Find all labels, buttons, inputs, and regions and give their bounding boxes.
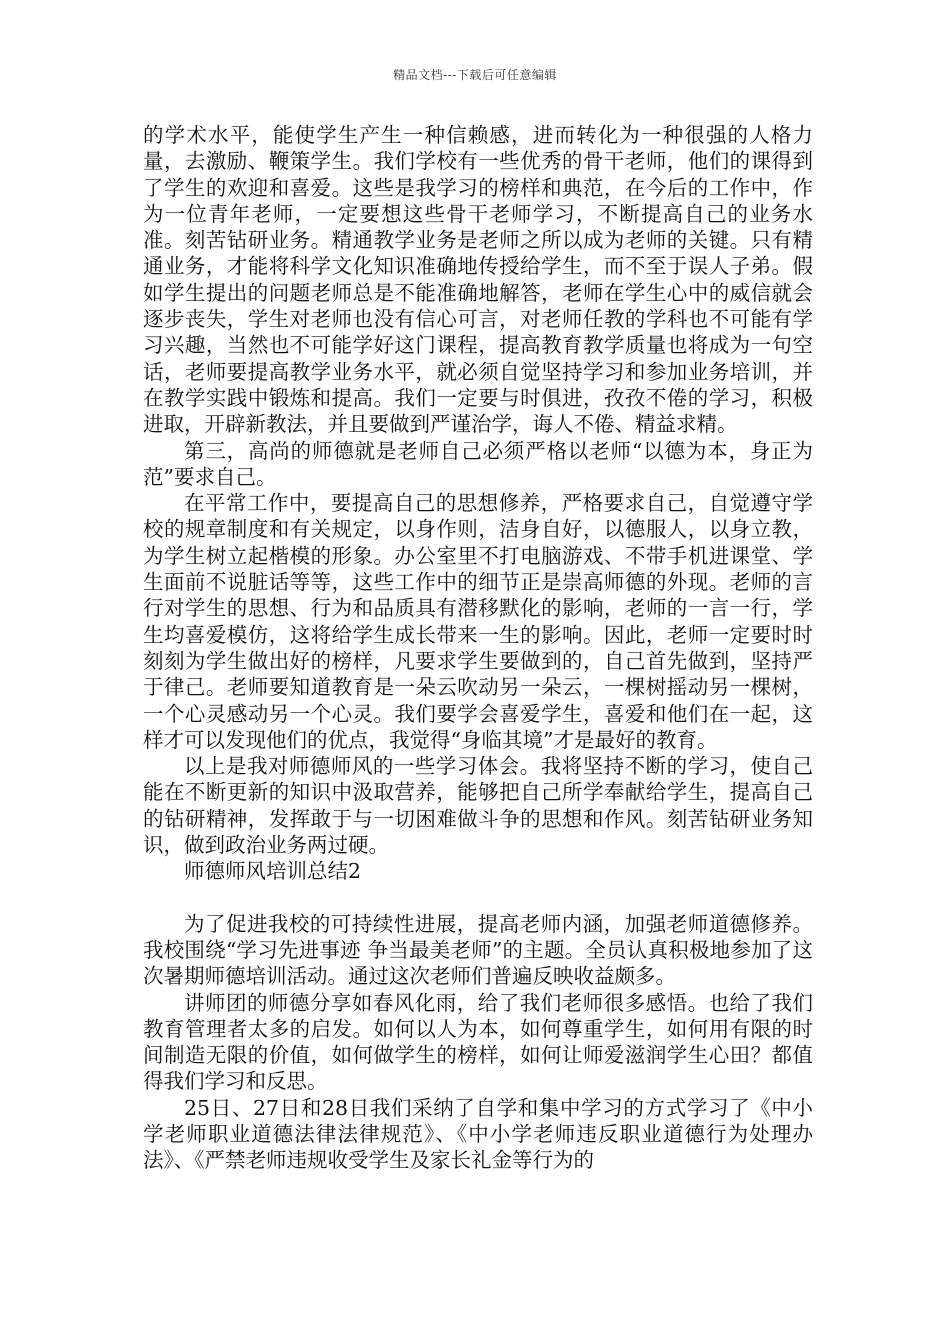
- page-header: 精品文档---下载后可任意编辑: [393, 68, 557, 82]
- section-title: 师德师风培训总结2: [184, 859, 362, 884]
- paragraph-continuation: 的学术水平，能使学生产生一种信赖感，进而转化为一种很强的人格力量，去激励、鞭策学生。我们学校有一些优秀的骨干老师，他们的课得到了学生的欢迎和喜爱。这些是我学习的榜样和典范，在今后的工作中，作为一位青年老师，一定要想这些骨干老师学习，不断提高自己的业务水准。刻苦钻研业务。精通教学业务是老师之所以成为老师的关键。只有精通业务，才能将科学文化知识准确地传授给学生，而不至于误人子弟。假如学生提出的问题老师总是不能准确地解答，老师在学生心中的威信就会逐步丧失，学生对老师也没有信心可言，对老师任教的学科也不可能有学习兴趣，当然也不可能学好这门课程，提高教育教学质量也将成为一句空话，老师要提高教学业务水平，就必须自觉坚持学习和参加业务培训，并在教学实践中锻炼和提高。我们一定要与时俱进，孜孜不倦的学习，积极进取，开辟新教法，并且要做到严谨治学，诲人不倦、精益求精。: [143, 123, 813, 437]
- document-body: [143, 122, 813, 1174]
- paragraph-intro: 为了促进我校的可持续性进展，提高老师内涵，加强老师道德修养。我校围绕“学习先进事迹 争当最美老师”的主题。全员认真积极地参加了这次暑期师德培训活动。通过这次老师们普遍反映收益颇多。: [143, 911, 813, 989]
- paragraph-lecture: 讲师团的师德分享如春风化雨，给了我们老师很多感悟。也给了我们教育管理者太多的启发。如何以人为本，如何尊重学生，如何用有限的时间制造无限的价值，如何做学生的榜样，如何让师爱滋润学生心田？都值得我们学习和反思。: [143, 990, 813, 1094]
- paragraph-conclusion: 以上是我对师德师风的一些学习体会。我将坚持不断的学习，使自己能在不断更新的知识中汲取营养，能够把自己所学奉献给学生，提高自己的钻研精神，发挥敢于与一切困难做斗争的思想和作风。刻苦钻研业务知识，做到政治业务两过硬。: [143, 754, 813, 858]
- paragraph-third-point: 第三，高尚的师德就是老师自己必须严格以老师“以德为本，身正为范”要求自己。: [143, 438, 813, 489]
- paragraph-daily-work: 在平常工作中，要提高自己的思想修养，严格要求自己，自觉遵守学校的规章制度和有关规定，以身作则，洁身自好，以德服人，以身立教，为学生树立起楷模的形象。办公室里不打电脑游戏、不带手机进课堂、学生面前不说脏话等等，这些工作中的细节正是崇高师德的外现。老师的言行对学生的思想、行为和品质具有潜移默化的影响，老师的一言一行，学生均喜爱模仿，这将给学生成长带来一生的影响。因此，老师一定要时时刻刻为学生做出好的榜样，凡要求学生要做到的，自己首先做到，坚持严于律己。老师要知道教育是一朵云吹动另一朵云，一棵树摇动另一棵树，一个心灵感动另一个心灵。我们要学会喜爱学生，喜爱和他们在一起，这样才可以发现他们的优点，我觉得“身临其境”才是最好的教育。: [143, 491, 813, 752]
- paragraph-study-dates: 25日、27日和28日我们采纳了自学和集中学习的方式学习了《中小学老师职业道德法律法律规范》、《中小学老师违反职业道德行为处理办法》、《严禁老师违规收受学生及家长礼金等行为的: [143, 1095, 813, 1173]
